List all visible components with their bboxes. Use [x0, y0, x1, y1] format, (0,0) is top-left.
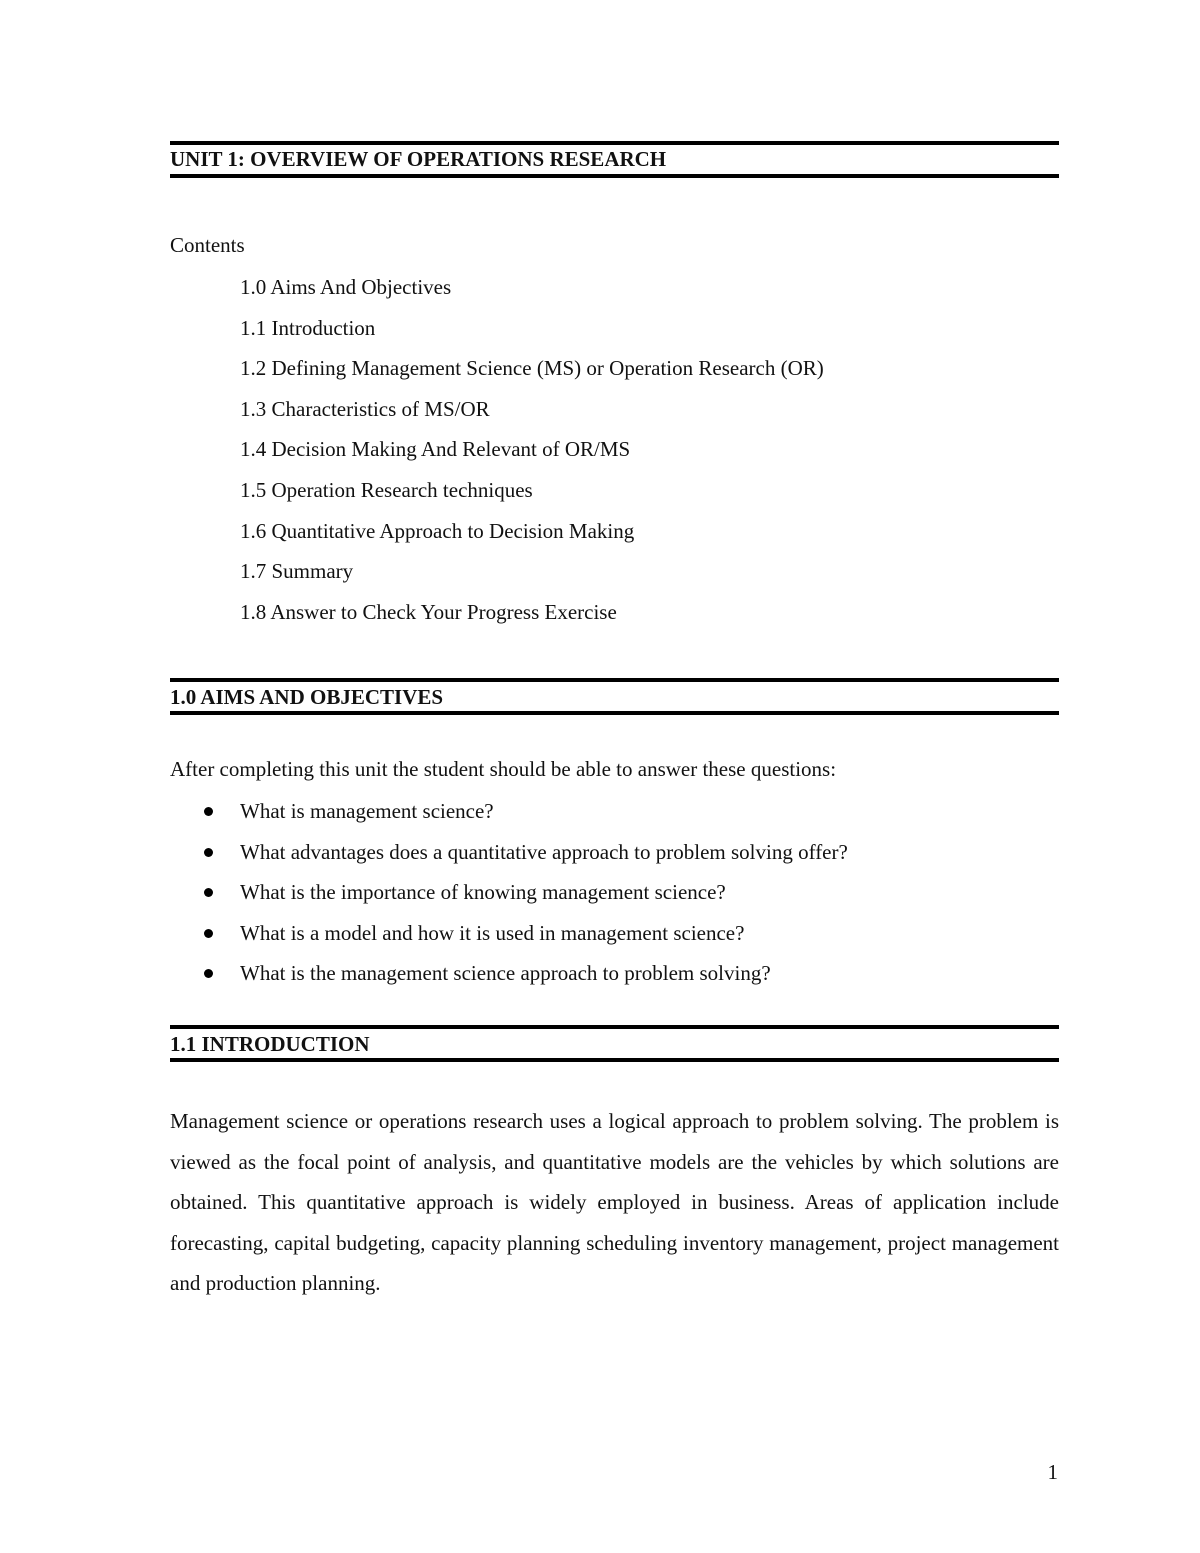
aims-rule-bottom: [170, 711, 1059, 715]
heading-rule-top: [170, 141, 1059, 145]
question-text: What is the management science approach to problem solving?: [240, 961, 771, 985]
question-text: What advantages does a quantitative approach to problem solving offer?: [240, 839, 848, 864]
aims-question-list: [170, 797, 848, 1000]
bullet-icon: [204, 807, 213, 816]
bullet-icon: [204, 848, 213, 857]
aims-rule-top: [170, 678, 1059, 682]
question-text: What is management science?: [240, 799, 494, 823]
intro-heading: 1.1 INTRODUCTION: [170, 1032, 370, 1056]
intro-rule-bottom: [170, 1058, 1059, 1062]
toc-item: 1.2 Defining Management Science (MS) or Operation Research (OR): [240, 356, 824, 381]
toc-item: 1.3 Characteristics of MS/OR: [240, 396, 490, 421]
toc-item: 1.7 Summary: [240, 559, 354, 584]
bullet-icon: [204, 969, 213, 978]
list-item: [170, 878, 848, 919]
aims-heading: 1.0 AIMS AND OBJECTIVES: [170, 685, 444, 709]
list-item: [170, 959, 848, 1000]
toc-item: 1.4 Decision Making And Relevant of OR/MS: [240, 437, 631, 462]
toc-item: 1.0 Aims And Objectives: [240, 275, 452, 299]
unit-heading: UNIT 1: OVERVIEW OF OPERATIONS RESEARCH: [170, 147, 667, 171]
question-text: What is the importance of knowing management science?: [240, 880, 726, 904]
heading-rule-bottom: [170, 174, 1059, 178]
contents-label: Contents: [170, 233, 245, 257]
list-item: [170, 838, 848, 879]
toc-item: 1.6 Quantitative Approach to Decision Making: [240, 518, 635, 543]
intro-paragraph: Management science or operations research uses a logical approach to problem solving. The problem is viewed as the focal point of analysis, and quantitative models are the vehicles by which solutions are obtained. This quantitative approach is widely employed in business. Areas of application include forecasting, capital budgeting, capacity planning scheduling inventory management, project management and production planning.: [170, 1109, 1059, 1296]
toc-item: 1.1 Introduction: [240, 315, 376, 340]
bullet-icon: [204, 929, 213, 938]
aims-intro: After completing this unit the student should be able to answer these questions:: [170, 757, 837, 781]
toc-item: 1.5 Operation Research techniques: [240, 477, 533, 502]
page-number: 1: [1047, 1460, 1058, 1484]
list-item: [170, 919, 848, 960]
table-of-contents: [240, 273, 824, 638]
question-text: What is a model and how it is used in management science?: [240, 920, 745, 945]
intro-rule-top: [170, 1025, 1059, 1029]
list-item: [170, 797, 848, 838]
bullet-icon: [204, 888, 213, 897]
toc-item: 1.8 Answer to Check Your Progress Exercise: [240, 599, 617, 624]
